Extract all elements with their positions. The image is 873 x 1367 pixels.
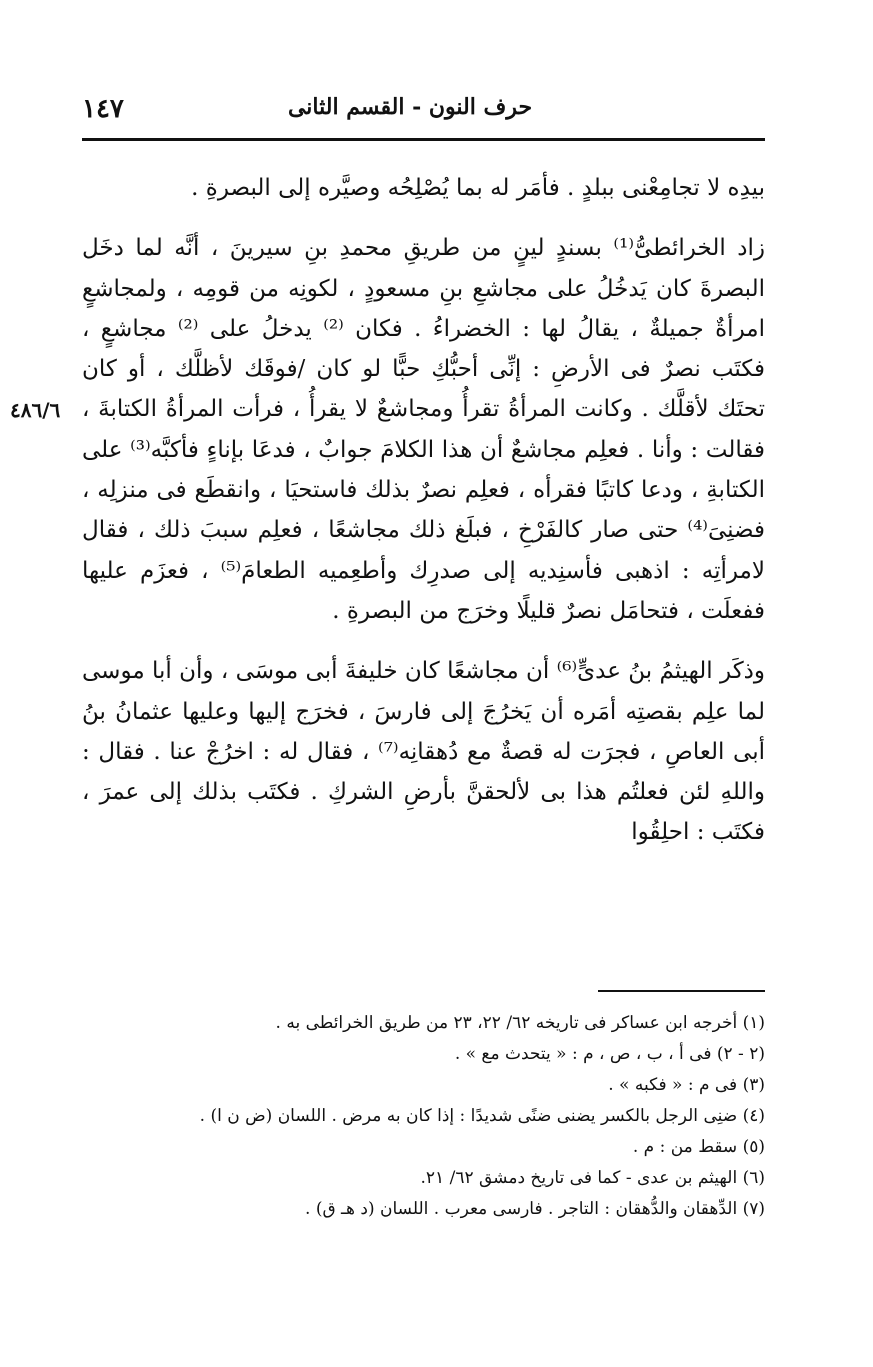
header-rule [82, 138, 765, 141]
paragraph-3: وذكَر الهيثمُ بنُ عدىٍّ⁽⁶⁾ أن مجاشعًا كان خليفةَ أبى موسَى ، وأن أبا موسى لما علِم بقصتِه أمَره أن يَخرُجَ إلى فارسَ ، فخرَج إليها وعليها عثمانُ بنُ أبى العاصِ ، فجرَت له قصةٌ مع دُهقانِه⁽⁷⁾ ، فقال له : اخرُجْ عنا . فقال : واللهِ لئن فعلتُم هذا بى لألحقنَّ بأرضِ الشركِ . فكتَب بذلك إلى عمرَ ، فكتَب : احلِقُوا [82, 658, 765, 846]
running-head: حرف النون - القسم الثانى [287, 94, 533, 120]
footnote-divider [598, 990, 765, 992]
paragraph-2: زاد الخرائطىُّ⁽¹⁾ بسندٍ لينٍ من طريقِ محمدِ بنِ سيرينَ ، أنَّه لما دخَل البصرةَ كان يَدخُلُ على مجاشعِ بنِ مسعودٍ ، لكونِه من قومِه ، ولمجاشعٍ امرأةٌ جميلةٌ ، يقالُ لها : الخضراءُ . فكان ⁽²⁾ يدخلُ على ⁽²⁾ مجاشعٍ ، فكتَب نصرٌ فى الأرضِ : إنِّى أحبُّكِ حبًّا لو كان /فوقَك لأظلَّك ، أو كان تحتَك لأقلَّك . وكانت المرأةُ تقرأُ ومجاشعٌ لا يقرأُ ، فرأت المرأةُ الكتابةَ ، فقالت : وأنا . فعلِم مجاشعٌ أن هذا الكلامَ جوابٌ ، فدعَا بإناءٍ فأكبَّه⁽³⁾ على الكتابةِ ، ودعا كاتبًا فقرأه ، فعلِم نصرٌ بذلك فاستحيَا ، وانقطَع فى منزلِه ، فضنِىَ⁽⁴⁾ حتى صار كالفَرْخِ ، فبلَغ ذلك مجاشعًا ، فعلِم سببَ ذلك ، فقال لامرأتِه : اذهبى فأسنِديه إلى صدرِك وأطعِميه الطعامَ⁽⁵⁾ ، فعزَم عليها ففعلَت ، فتحامَل نصرٌ قليلًا وخرَج من البصرةِ . [82, 235, 765, 624]
main-text [82, 168, 765, 853]
footnotes [120, 1008, 765, 1225]
footnote-4: (٤) ضنِى الرجل بالكسر يضنى ضنًى شديدًا : إذا كان به مرض . اللسان (ض ن ا) . [199, 1106, 765, 1126]
footnote-2: (٢ - ٢) فى أ ، ب ، ص ، م : « يتحدث مع » . [454, 1044, 765, 1064]
footnote-1: (١) أخرجه ابن عساكر فى تاريخه ٦٢/ ٢٢، ٢٣ من طريق الخرائطى به . [275, 1013, 765, 1033]
page-number: ١٤٧ [82, 94, 124, 124]
footnote-3: (٣) فى م : « فكبه » . [608, 1075, 765, 1095]
footnote-7: (٧) الدِّهقان والدُّهقان : التاجر . فارسى معرب . اللسان (د هـ ق) . [305, 1199, 765, 1219]
footnote-5: (٥) سقط من : م . [632, 1137, 765, 1157]
paragraph-1: بيدِه لا تجامِعْنى ببلدٍ . فأمَر له بما يُصْلِحُه وصيَّره إلى البصرةِ . [191, 175, 765, 201]
footnote-6: (٦) الهيثم بن عدى - كما فى تاريخ دمشق ٦٢/ ٢١. [420, 1168, 765, 1188]
margin-reference: ٤٨٦/٦ [10, 398, 61, 422]
